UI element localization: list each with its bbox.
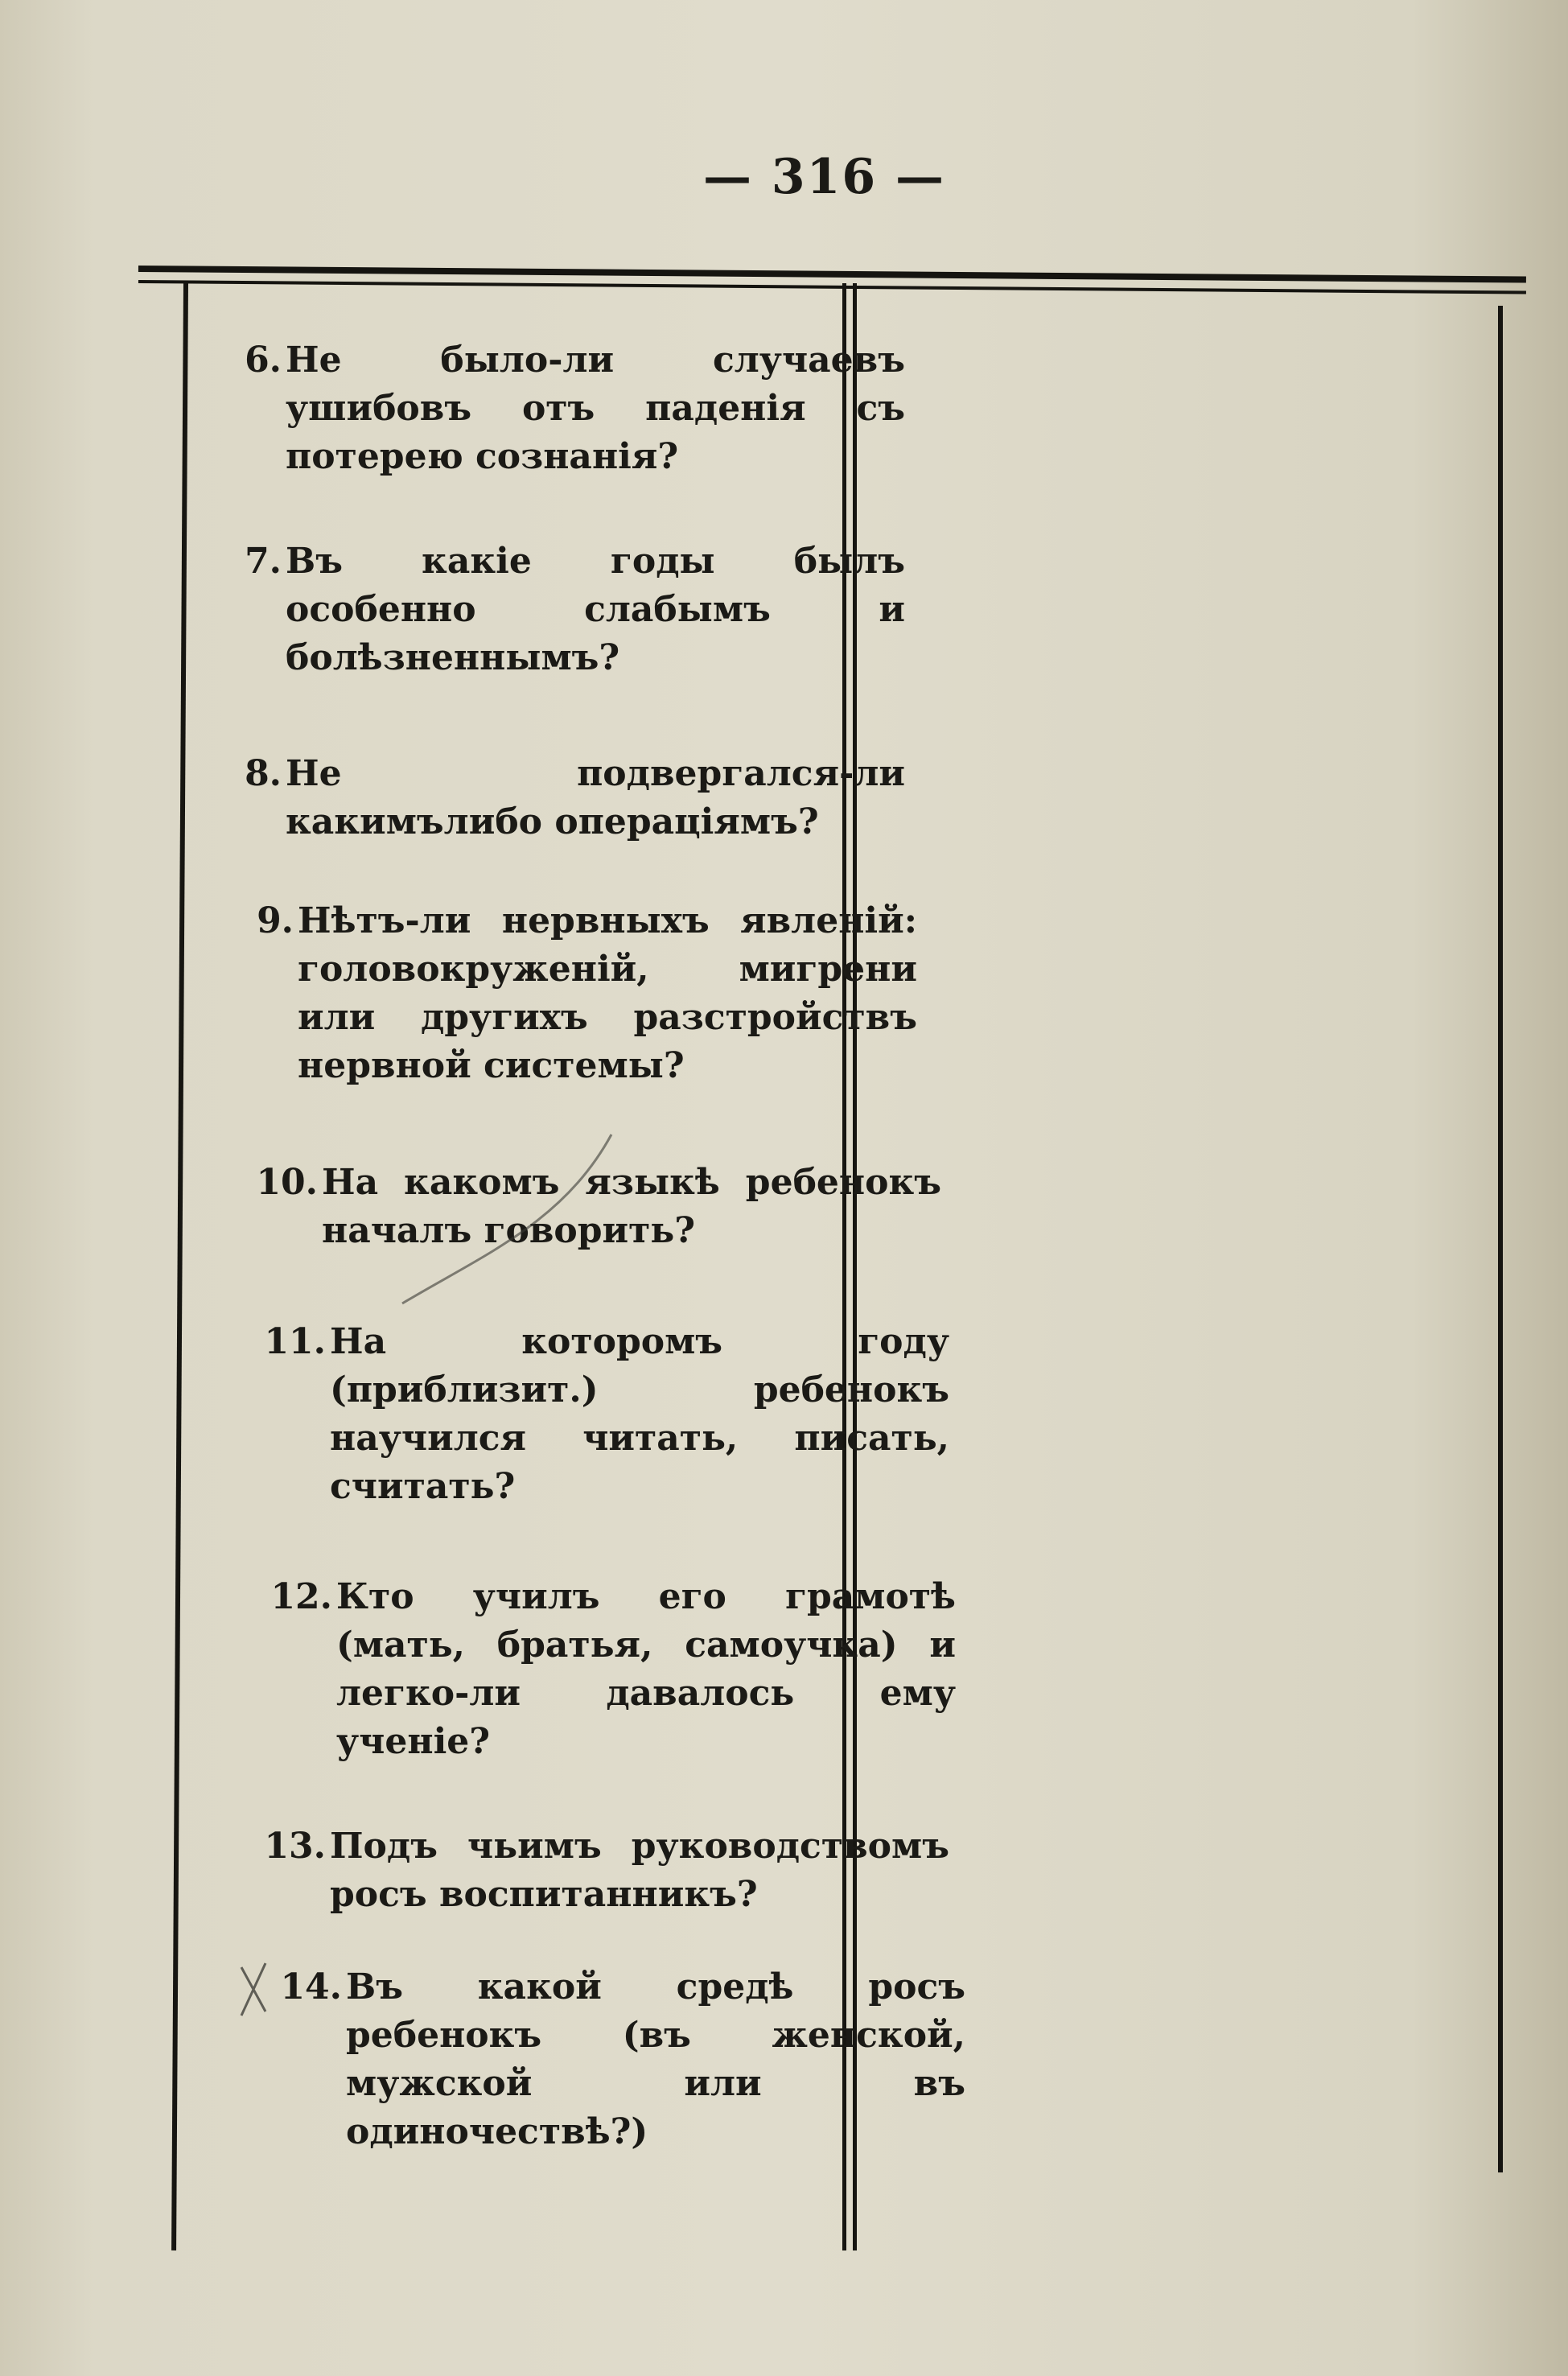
question-number: 8. <box>245 753 282 794</box>
question-item <box>245 537 905 682</box>
question-item <box>270 1573 956 1766</box>
question-text: На какомъ языкѣ ребенокъ началъ говорить? <box>322 1162 941 1251</box>
question-text: Кто училъ его грамотѣ (мать, братья, самоучка) и легко-ли давалось ему ученіе? <box>336 1576 956 1762</box>
question-number: 13. <box>264 1826 326 1867</box>
question-text: Не подвергался-ли какимълибо операціямъ? <box>286 753 905 842</box>
question-number: 14. <box>280 1966 342 2007</box>
question-item <box>264 1822 949 1919</box>
question-text: Въ какіе годы былъ особенно слабымъ и болѣзненнымъ? <box>286 541 905 678</box>
question-text: Подъ чьимъ руководствомъ росъ воспитанникъ? <box>330 1826 949 1915</box>
question-item <box>245 336 905 481</box>
question-item <box>264 1318 949 1511</box>
question-item <box>245 750 905 846</box>
question-number: 10. <box>256 1162 318 1203</box>
question-number: 9. <box>257 900 294 941</box>
page-number: — 316 — <box>702 149 946 205</box>
question-text: Не было-ли случаевъ ушибовъ отъ паденія съ потерею сознанія? <box>286 340 905 477</box>
question-number: 11. <box>264 1321 326 1362</box>
question-text: Въ какой средѣ росъ ребенокъ (въ женской, мужской или въ одиночествѣ?) <box>346 1966 965 2152</box>
question-number: 12. <box>270 1576 332 1617</box>
question-item <box>256 1159 941 1255</box>
question-item <box>257 897 917 1090</box>
question-text: Нѣтъ-ли нервныхъ явленій: головокруженій, мигрени или другихъ разстройствъ нервной системы? <box>298 900 917 1086</box>
question-number: 6. <box>245 340 282 381</box>
question-item <box>280 1963 965 2156</box>
question-text: На которомъ году (приблизит.) ребенокъ научился читать, писать, считать? <box>330 1321 949 1507</box>
question-number: 7. <box>245 541 282 582</box>
